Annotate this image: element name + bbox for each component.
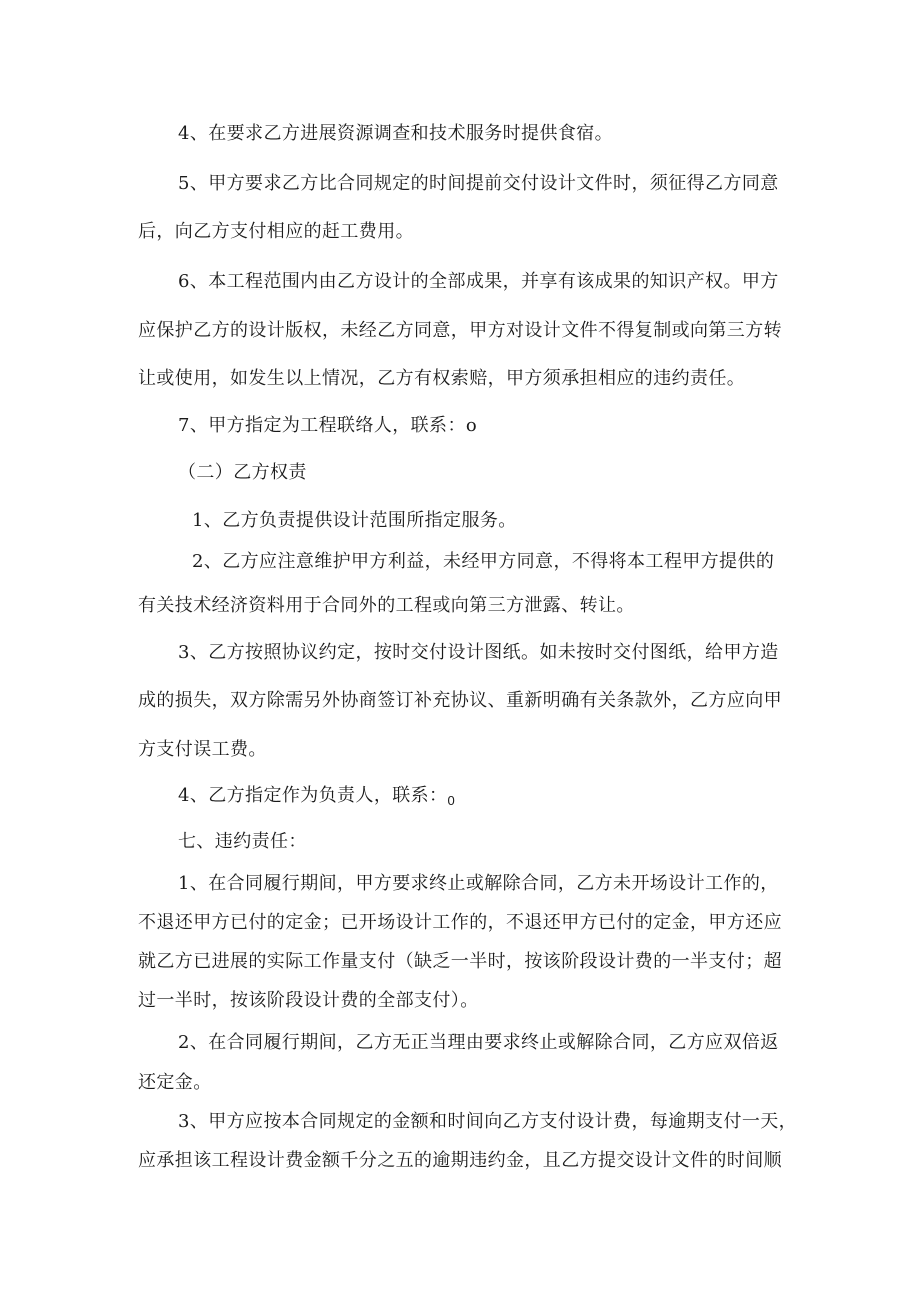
text-line: 就乙方已进展的实际工作量支付（缺乏一半时，按该阶段设计费的一半支付；超 [138, 951, 782, 972]
text-line: 4、在要求乙方进展资源调查和技术服务时提供食宿。 [178, 123, 614, 144]
text-line: 方支付误工费。 [138, 739, 267, 760]
text-line-main: 4、乙方指定作为负责人，联系： [178, 785, 448, 806]
section-heading: 七、违约责任： [178, 831, 307, 852]
text-line: 成的损失，双方除需另外协商签订补充协议、重新明确有关条款外，乙方应向甲 [138, 690, 782, 711]
text-line: 5、甲方要求乙方比合同规定的时间提前交付设计文件时，须征得乙方同意 [178, 173, 779, 194]
text-line: 1、乙方负责提供设计范围所指定服务。 [192, 510, 517, 531]
text-line: 过一半时，按该阶段设计费的全部支付）。 [138, 990, 479, 1011]
text-line: 让或使用，如发生以上情况，乙方有权索赔，甲方须承担相应的违约责任。 [138, 368, 746, 389]
text-line: 3、甲方应按本合同规定的金额和时间向乙方支付设计费，每逾期支付一天， [178, 1111, 798, 1132]
text-line: 3、乙方按照协议约定，按时交付设计图纸。如未按时交付图纸，给甲方造 [178, 642, 779, 663]
text-line: 1、在合同履行期间，甲方要求终止或解除合同，乙方未开场设计工作的， [178, 873, 779, 894]
text-line: 2、在合同履行期间，乙方无正当理由要求终止或解除合同，乙方应双倍返 [178, 1032, 779, 1053]
text-line: 有关技术经济资料用于合同外的工程或向第三方泄露、转让。 [138, 595, 635, 616]
text-line: 7、甲方指定为工程联络人，联系：o [178, 415, 478, 436]
text-line: 2、乙方应注意维护甲方利益，未经甲方同意，不得将本工程甲方提供的 [192, 551, 775, 572]
text-line: 应承担该工程设计费金额千分之五的逾期违约金，且乙方提交设计文件的时间顺 [138, 1150, 782, 1171]
text-line: 还定金。 [138, 1072, 212, 1093]
text-line: 不退还甲方已付的定金；已开场设计工作的，不退还甲方已付的定金，甲方还应 [138, 912, 782, 933]
section-heading: （二）乙方权责 [178, 462, 307, 483]
text-line [178, 784, 455, 809]
text-line: 6、本工程范围内由乙方设计的全部成果，并享有该成果的知识产权。甲方 [178, 271, 779, 292]
text-line: 后，向乙方支付相应的赶工费用。 [138, 221, 414, 242]
text-line: 应保护乙方的设计版权，未经乙方同意，甲方对设计文件不得复制或向第三方转 [138, 320, 782, 341]
trailing-mark: 0 [447, 793, 456, 808]
